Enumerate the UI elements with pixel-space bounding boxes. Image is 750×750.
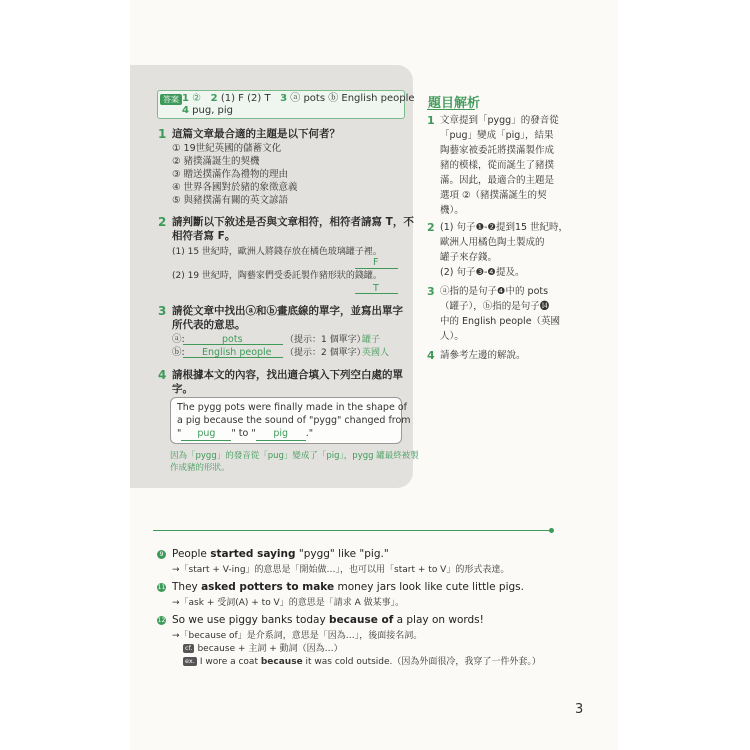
note-3-explanation: →「because of」是介系詞，意思是「因為…」，後面接名詞。 (172, 631, 423, 641)
analysis-1-line-4: 豬的模樣，從而誕生了豬撲 (440, 160, 555, 171)
divider-dot (549, 528, 554, 533)
analysis-2-line-1: (1) 句子❶-❷提到15 世紀時， (440, 222, 569, 233)
q3-text-1: 請從文章中找出ⓐ和ⓑ畫底線的單字，並寫出單字 (172, 305, 403, 317)
q3-text-2: 所代表的意思。 (172, 319, 246, 331)
q2-text-2: 相符者寫 F。 (172, 230, 236, 242)
analysis-2-line-3: 罐子來存錢。 (440, 252, 498, 263)
q3-b-meaning: 英國人 (362, 348, 390, 358)
note-1-sentence: People started saying "pygg" like "pig." (172, 548, 389, 560)
analysis-3-line-3: 中的 English people（英國 (440, 316, 561, 327)
q2-number: 2 (158, 215, 167, 229)
q2-item-1-answer: F (373, 257, 379, 268)
analysis-4-line-1: 請參考左邊的解說。 (440, 350, 526, 361)
q1-option-2: ② 豬撲滿誕生的契機 (172, 156, 260, 167)
note-2-sentence: They asked potters to make money jars look like cute little pigs. (172, 581, 524, 593)
q4-box-line-1: The pygg pots were finally made in the shape of (177, 402, 407, 413)
q3-b-hint: （提示：2 個單字） (285, 348, 366, 358)
answer-badge: 答案 (160, 94, 182, 105)
analysis-2-line-4: (2) 句子❸-❹提及。 (440, 267, 525, 278)
analysis-title: 題目解析 (428, 96, 481, 111)
q1-number: 1 (158, 127, 167, 141)
note-1-number: 9 (157, 550, 166, 559)
section-divider (153, 530, 551, 531)
q4-box-line-3: " pug " to " pig ." (177, 428, 314, 439)
q1-option-3: ③ 贈送撲滿作為禮物的理由 (172, 169, 289, 180)
analysis-1-line-7: 機）。 (440, 205, 464, 216)
analysis-3-line-4: 人）。 (440, 331, 464, 342)
note-2-number: 11 (157, 584, 166, 591)
q1-option-5: ⑤ 與豬撲滿有關的英文諺語 (172, 195, 289, 206)
q3-a-answer: pots (222, 334, 243, 345)
analysis-2-line-2: 歐洲人用橘色陶土製成的 (440, 237, 545, 248)
analysis-2-number: 2 (427, 221, 435, 234)
q3-a-hint: （提示：1 個單字） (285, 335, 366, 345)
note-3-cf: cf. because + 主詞 + 動詞（因為…） (185, 644, 343, 654)
note-1-explanation: →「start + V-ing」的意思是「開始做…」，也可以用「start + to V」的形式表達。 (172, 565, 510, 575)
page-number: 3 (575, 702, 584, 717)
answer-line-1: 1 ② 2 (1) F (2) T 3 ⓐ pots ⓑ English people (182, 93, 415, 104)
note-3-example: ex. I wore a coat because it was cold outside.（因為外面很冷，我穿了一件外套。） (185, 657, 541, 667)
q2-item-2: (2) 19 世紀時，陶藝家們受委託製作豬形狀的錢罐。 (172, 271, 382, 281)
answer-line-2: 4 pug, pig (182, 105, 234, 116)
q4-text-2: 字。 (172, 383, 193, 395)
q4-text-1: 請根據本文的內容，找出適合填入下列空白處的單 (172, 369, 403, 381)
analysis-3-number: 3 (427, 285, 435, 298)
q4-box-line-2: a pig because the sound of "pygg" changed from (177, 415, 411, 426)
q4-blank-1: pug (181, 428, 231, 441)
q4-note-1: 因為「pygg」的發音從「pug」變成了「pig」，pygg 罐最終被製 (170, 451, 419, 461)
q1-option-1: ① 19世紀英國的儲蓄文化 (172, 143, 282, 154)
q3-b-label: ⓑ: (172, 347, 185, 358)
q2-item-2-answer: T (373, 283, 379, 294)
analysis-3-line-1: ⓐ指的是句子❹中的 pots (440, 286, 549, 297)
ex-tag: ex. (185, 657, 195, 665)
q4-note-2: 作成豬的形狀。 (170, 463, 230, 473)
q3-number: 3 (158, 304, 167, 318)
analysis-3-line-2: （罐子），ⓑ指的是句子⓮ (440, 301, 550, 312)
cf-tag: cf. (185, 644, 193, 652)
q3-a-label: ⓐ: (172, 334, 185, 345)
q4-number: 4 (158, 368, 167, 382)
q2-text-1: 請判斷以下敘述是否與文章相符，相符者請寫 T，不 (172, 216, 414, 228)
analysis-1-line-5: 滿。因此，最適合的主題是 (440, 175, 555, 186)
analysis-1-number: 1 (427, 114, 435, 127)
analysis-1-line-3: 陶藝家被委託將撲滿製作成 (440, 145, 555, 156)
analysis-4-number: 4 (427, 349, 435, 362)
q3-b-answer: English people (202, 347, 272, 358)
q1-text: 這篇文章最合適的主題是以下何者？ (172, 128, 340, 140)
q4-blank-2: pig (256, 428, 306, 441)
analysis-1-line-1: 文章提到「pygg」的發音從 (440, 115, 559, 126)
q3-a-meaning: 罐子 (362, 335, 381, 345)
q1-option-4: ④ 世界各國對於豬的象徵意義 (172, 182, 298, 193)
analysis-1-line-2: 「pug」變成「pig」，結果 (440, 130, 554, 141)
note-3-sentence: So we use piggy banks today because of a play on words! (172, 614, 484, 626)
note-2-explanation: →「ask + 受詞(A) + to V」的意思是「請求 A 做某事」。 (172, 598, 405, 608)
analysis-title-underline (427, 109, 475, 110)
note-3-number: 12 (157, 617, 166, 624)
q2-item-1: (1) 15 世紀時，歐洲人將錢存放在橘色玻璃罐子裡。 (172, 247, 382, 257)
analysis-1-line-6: 選項 ②（豬撲滿誕生的契 (440, 190, 547, 201)
